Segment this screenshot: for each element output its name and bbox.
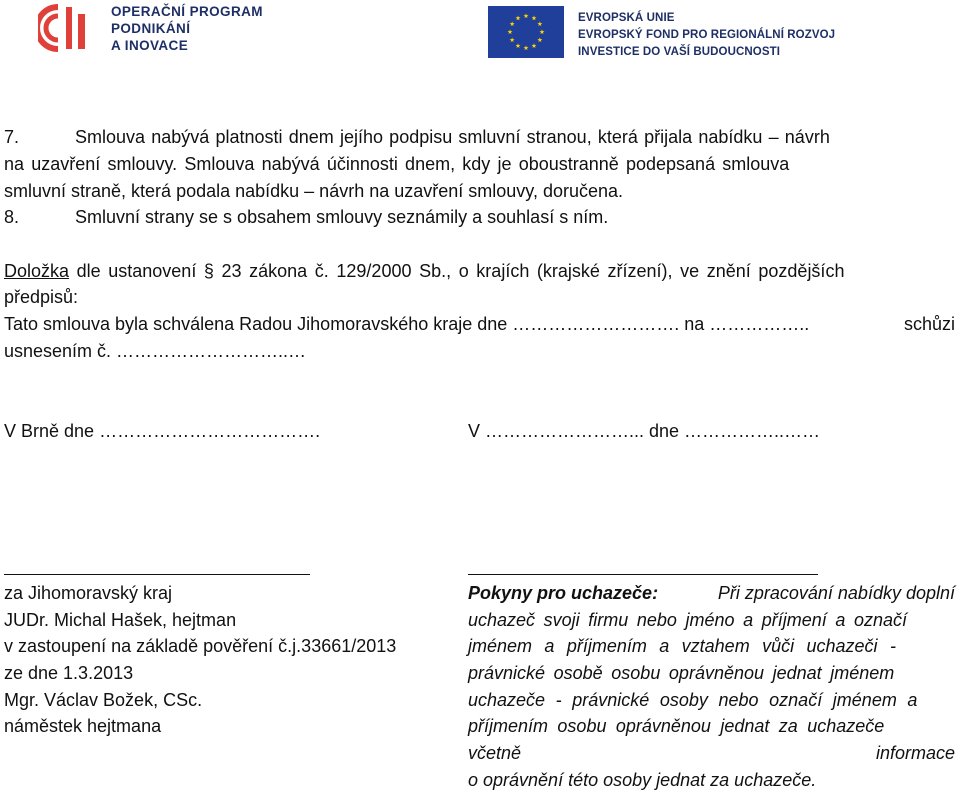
dolozka-line-1 [4,258,844,284]
instructions-line-2: uchazeč svoji firmu nebo jméno a příjmení a označí [468,610,908,630]
eu-logo-line-3: INVESTICE DO VAŠÍ BUDOUCNOSTI [578,46,781,58]
dolozka-approval-text: Tato smlouva byla schválena Radou Jihomoravského kraje dne ………………………. na …………….. [4,314,810,334]
dolozka-line-3 [4,311,955,337]
clause-8-number: 8. [4,207,20,227]
place-date-left: V Brně dne ………………………………. [4,421,321,441]
instructions-line-3: jménem a příjmením a vztahem vůči uchazeči - [468,636,896,656]
clause-7-line-2: na uzavření smlouvy. Smlouva nabývá účinnosti dnem, kdy je oboustranně podepsaná smlouva [4,154,790,174]
signature-left-line-1: za Jihomoravský kraj [4,583,173,603]
eu-logo-line-1: EVROPSKÁ UNIE [578,12,675,24]
signature-left-line-6: náměstek hejtmana [4,716,162,736]
instructions-lead: Pokyny pro uchazeče: [468,583,659,603]
instructions-line-1 [468,580,955,606]
clause-8-text: Smluvní strany se s obsahem smlouvy seznámily a souhlasí s ním. [75,207,609,227]
clause-7-line-1: Smlouva nabývá platnosti dnem jejího podpisu smluvní stranou, která přijala nabídku – návrh [75,127,830,147]
oppik-emblem-icon [38,2,94,54]
signature-left-line-4: ze dne 1.3.2013 [4,663,134,683]
eu-logo-line-2: EVROPSKÝ FOND PRO REGIONÁLNÍ ROZVOJ [578,29,836,41]
instructions-line-5: uchazeče - právnické osoby nebo označí jménem a [468,690,918,710]
oppik-logo-line-3: A INOVACE [111,38,189,53]
dolozka-line-4: usnesením č. ………………………..… [4,341,307,361]
signature-left-line-2: JUDr. Michal Hašek, hejtman [4,610,237,630]
eu-flag-icon [488,6,564,58]
signature-left-line-5: Mgr. Václav Božek, CSc. [4,690,203,710]
instructions-line-4: právnické osobě osobu oprávněnou jednat jménem [468,663,895,683]
instructions-line-7-left: včetně [468,743,522,763]
signature-left-line-3: v zastoupení na základě pověření č.j.33661/2013 [4,636,397,656]
instructions-line-7-right: informace [875,743,955,763]
dolozka-label: Doložka [4,261,70,281]
signature-line-left [4,574,310,575]
signature-line-right [468,574,818,575]
clause-7-line-3: smluvní straně, která podala nabídku – návrh na uzavření smlouvy, doručena. [4,181,624,201]
dolozka-line-1-text: dle ustanovení § 23 zákona č. 129/2000 Sb., o krajích (krajské zřízení), ve znění pozdějších [69,261,845,281]
oppik-logo-line-2: PODNIKÁNÍ [111,21,191,36]
dolozka-line-2: předpisů: [4,287,79,307]
dolozka-schuzi: schůzi [903,314,955,334]
instructions-line-6: příjmením osobu oprávněnou jednat za uchazeče [468,716,885,736]
instructions-line-8: o oprávnění této osoby jednat za uchazeče. [468,770,817,790]
instructions-line-7 [468,740,955,766]
oppik-logo-line-1: OPERAČNÍ PROGRAM [111,4,263,19]
clause-7-number: 7. [4,127,20,147]
instructions-line-1-text: Při zpracování nabídky doplní [717,583,955,603]
place-date-right: V ……………………... dne ……………..…… [468,421,821,441]
